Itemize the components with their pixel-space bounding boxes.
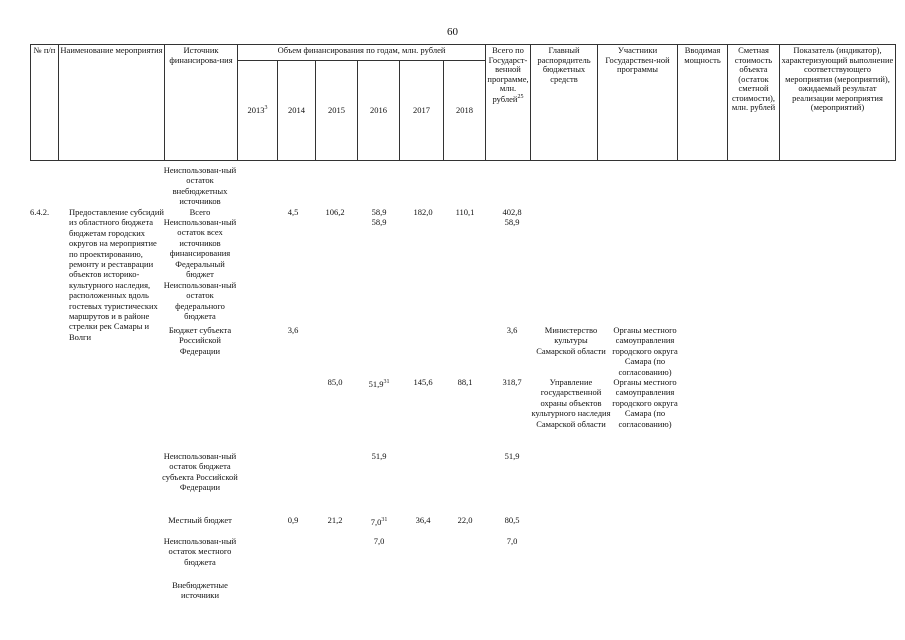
header-capacity: Вводимая мощность xyxy=(678,45,728,161)
local-2015: 21,2 xyxy=(327,515,343,525)
unused-local-2016: 7,0 xyxy=(373,536,385,546)
unused-all-total: 58,9 xyxy=(504,217,520,227)
participants-a: Органы местного самоуправления городского округа Самара (по согласованию) xyxy=(612,325,678,377)
subject-b-2018: 88,1 xyxy=(457,377,473,387)
header-year-2018: 2018 xyxy=(444,61,486,161)
source-total: Всего xyxy=(189,207,211,217)
subject-a-2014: 3,6 xyxy=(287,325,299,335)
header-name: Наименование мероприятия xyxy=(59,45,165,161)
header-admin: Главный распорядитель бюджетных средств xyxy=(531,45,598,161)
total-2016: 58,9 xyxy=(371,207,387,217)
subject-a-total: 3,6 xyxy=(506,325,518,335)
item-name: Предоставление субсидий из областного бюджета бюджетам городских округов на мероприятие по проектированию, ремонту и реставрации объектов историко-культурного наследия, расположенных вдоль гостевых туристических маршрутов и в районе стрелки рек Самары и Волги xyxy=(69,207,164,342)
source-unused-federal: Неиспользован-ный остаток федерального бюджета xyxy=(163,280,237,322)
source-subject: Бюджет субъекта Российской Федерации xyxy=(168,325,232,356)
admin-b: Управление государственной охраны объектов культурного наследия Самарской области xyxy=(531,377,611,429)
total-2017: 182,0 xyxy=(413,207,433,217)
source-extra: Внебюджетные источники xyxy=(172,580,228,601)
subject-b-2017: 145,6 xyxy=(413,377,433,387)
header-year-2015: 2015 xyxy=(316,61,358,161)
admin-a: Министерство культуры Самарской области xyxy=(536,325,606,356)
unused-local-total: 7,0 xyxy=(506,536,518,546)
header-year-2016: 2016 xyxy=(358,61,400,161)
subject-b-2015: 85,0 xyxy=(327,377,343,387)
header-participants: Участники Государствен-ной программы xyxy=(598,45,678,161)
header-num: № п/п xyxy=(31,45,59,161)
unused-all-2016: 58,9 xyxy=(371,217,387,227)
local-2017: 36,4 xyxy=(415,515,431,525)
source-unused-extra-top: Неиспользован-ный остаток внебюджетных источников xyxy=(163,165,237,207)
header-volume: Объем финансирования по годам, млн. рублей xyxy=(238,45,486,61)
source-unused-local: Неиспользован-ный остаток местного бюджета xyxy=(163,536,237,567)
header-year-2014: 2014 xyxy=(278,61,316,161)
header-year-2017: 2017 xyxy=(400,61,444,161)
header-year-2013: 2013$^3$ xyxy=(238,61,278,161)
total-2015: 106,2 xyxy=(325,207,345,217)
local-total: 80,5 xyxy=(504,515,520,525)
page-number: 60 xyxy=(447,26,458,38)
local-2014: 0,9 xyxy=(287,515,299,525)
header-cost: Сметная стоимость объекта (остаток сметной стоимости), млн. рублей xyxy=(728,45,780,161)
item-number: 6.4.2. xyxy=(30,207,50,217)
subject-b-2016: 51,9$^{31}$ xyxy=(368,378,390,389)
total-2014: 4,5 xyxy=(287,207,299,217)
header-source: Источник финансирова-ния xyxy=(165,45,238,161)
local-2018: 22,0 xyxy=(457,515,473,525)
local-2016: $7,0^{31}$ xyxy=(370,516,388,527)
source-federal: Федеральный бюджет xyxy=(175,259,225,280)
table-header xyxy=(30,44,896,161)
subject-b-total: 318,7 xyxy=(502,377,522,387)
source-local: Местный бюджет xyxy=(168,515,232,525)
participants-b: Органы местного самоуправления городского округа Самара (по согласованию) xyxy=(612,377,678,429)
total-2018: 110,1 xyxy=(455,207,475,217)
unused-subject-total: 51,9 xyxy=(504,451,520,461)
total-all: 402,8 xyxy=(502,207,522,217)
unused-subject-2016: 51,9 xyxy=(371,451,387,461)
header-total: Всего по Государст-венной программе, млн. рублей$^{25}$ xyxy=(486,45,531,161)
source-unused-all: Неиспользован-ный остаток всех источников финансирования xyxy=(163,217,237,259)
source-unused-subject: Неиспользован-ный остаток бюджета субъекта Российской Федерации xyxy=(162,451,238,493)
header-indicator: Показатель (индикатор), характеризующий выполнение соответствующего мероприятия (мероприятий), ожидаемый результат реализации мероприятия (мероприятий) xyxy=(780,45,896,161)
